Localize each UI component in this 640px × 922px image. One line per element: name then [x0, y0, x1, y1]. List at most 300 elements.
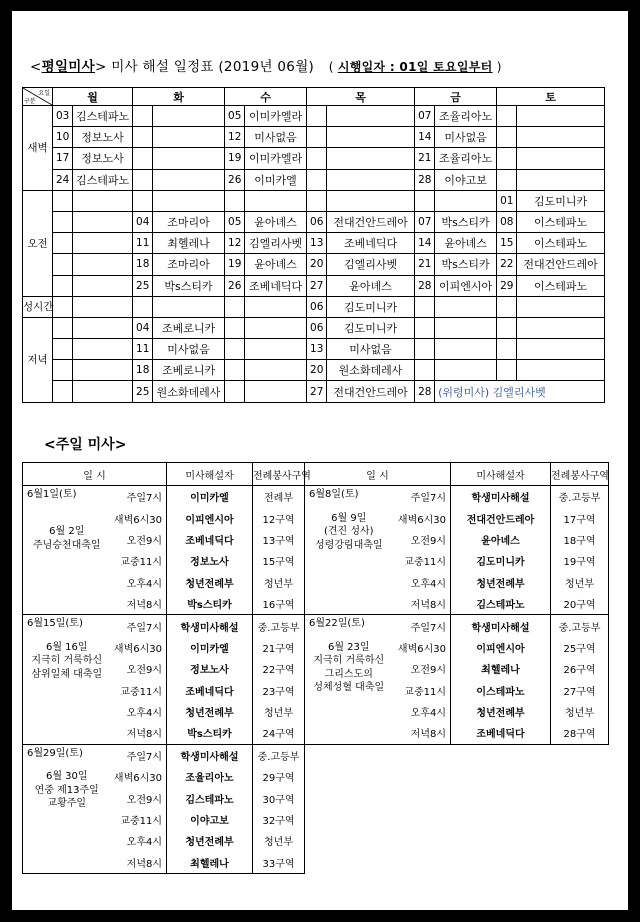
sunday-header-row — [23, 463, 609, 486]
commentator-name: 조베네딕다 — [245, 275, 307, 296]
commentator-name: 김도미니카 — [327, 317, 415, 338]
service-district: 12구역 — [253, 507, 305, 528]
commentator-name — [517, 360, 605, 381]
mass-time: 주일7시 — [109, 744, 167, 766]
commentator-name — [327, 127, 415, 148]
date-number: 05 — [225, 106, 245, 127]
commentator-name: 이피엔시아 — [435, 275, 497, 296]
date-number — [415, 339, 435, 360]
commentator-name: 전대건안드레아 — [517, 254, 605, 275]
date-number — [307, 148, 327, 169]
commentator-name: 최헬레나 — [451, 658, 551, 679]
mass-time: 오후4시 — [109, 572, 167, 593]
mass-time: 교중11시 — [391, 550, 451, 571]
service-district: 19구역 — [551, 550, 609, 571]
commentator-name — [73, 296, 133, 317]
date-number: 07 — [415, 106, 435, 127]
date-number: 03 — [53, 106, 73, 127]
commentator-name — [153, 127, 225, 148]
commentator-name — [327, 106, 415, 127]
mass-time: 오전9시 — [109, 787, 167, 808]
mass-date-block — [23, 615, 109, 744]
service-district: 중.고등부 — [253, 615, 305, 637]
commentator-name: 이스테파노 — [517, 233, 605, 254]
mass-time: 주일7시 — [109, 486, 167, 508]
date-number — [497, 148, 517, 169]
service-district: 17구역 — [551, 507, 609, 528]
mass-time: 교중11시 — [109, 680, 167, 701]
effective-date-notice — [329, 60, 502, 74]
commentator-name: 조마리아 — [153, 254, 225, 275]
notice-open: ( — [328, 60, 338, 74]
mass-date-block — [305, 486, 391, 615]
commentator-name — [73, 317, 133, 338]
sunday-column-header: 미사해설자 — [167, 463, 253, 486]
commentator-name — [73, 254, 133, 275]
commentator-name: 전대건안드레아 — [451, 507, 551, 528]
mass-time: 새벽6시30 — [391, 637, 451, 658]
mass-time: 저녁8시 — [109, 593, 167, 615]
date-line: 6월22일(토) — [309, 618, 365, 630]
sunday-column-header: 미사해설자 — [451, 463, 551, 486]
commentator-name: 김스테파노 — [167, 787, 253, 808]
day-header: 목 — [307, 88, 415, 106]
date-number: 12 — [225, 127, 245, 148]
date-number — [225, 296, 245, 317]
section-label: 저녁 — [23, 317, 53, 402]
commentator-name: 학생미사해설 — [451, 615, 551, 637]
commentator-name: 원소화데레사 — [327, 360, 415, 381]
mass-date-block — [23, 486, 109, 615]
commentator-name: 박s스티카 — [435, 254, 497, 275]
title-rest: > 미사 해설 일정표 (2019년 06월) — [95, 59, 315, 75]
service-district: 16구역 — [253, 593, 305, 615]
date-number: 18 — [133, 360, 153, 381]
mass-time: 저녁8시 — [391, 593, 451, 615]
page-title — [30, 55, 502, 75]
mass-time: 교중11시 — [109, 550, 167, 571]
section-label: 새벽 — [23, 106, 53, 191]
date-number: 27 — [307, 275, 327, 296]
commentator-name — [73, 233, 133, 254]
mass-time: 새벽6시30 — [109, 637, 167, 658]
date-number: 06 — [307, 296, 327, 317]
mass-time: 주일7시 — [391, 615, 451, 637]
date-line: 6월8일(토) — [309, 489, 359, 500]
service-district: 26구역 — [551, 658, 609, 679]
date-number: 19 — [225, 254, 245, 275]
commentator-name — [517, 169, 605, 190]
date-number — [53, 360, 73, 381]
date-number — [497, 106, 517, 127]
weekday-row — [23, 190, 605, 211]
date-number: 15 — [497, 233, 517, 254]
commentator-name — [73, 381, 133, 402]
date-number: 12 — [225, 233, 245, 254]
date-line: 지극히 거룩하신 — [313, 655, 385, 667]
service-district: 중.고등부 — [551, 486, 609, 508]
weekday-row — [23, 148, 605, 169]
commentator-name — [153, 106, 225, 127]
service-district: 23구역 — [253, 680, 305, 701]
commentator-name — [435, 360, 497, 381]
date-number: 14 — [415, 127, 435, 148]
date-line: 성체성혈 대축일 — [313, 682, 385, 694]
commentator-name — [73, 211, 133, 232]
section-label: 성시간 — [23, 296, 53, 317]
service-district: 25구역 — [551, 637, 609, 658]
date-number: 05 — [225, 211, 245, 232]
date-number — [307, 190, 327, 211]
commentator-name — [73, 339, 133, 360]
commentator-name — [245, 190, 307, 211]
commentator-name: 청년전례부 — [167, 701, 253, 722]
date-number — [53, 317, 73, 338]
date-number — [225, 360, 245, 381]
mass-time: 저녁8시 — [109, 722, 167, 744]
commentator-name — [517, 317, 605, 338]
date-number: 24 — [53, 169, 73, 190]
commentator-name: 정보노사 — [167, 658, 253, 679]
commentator-name: 김스테파노 — [451, 593, 551, 615]
day-header: 수 — [225, 88, 307, 106]
commentator-name: 조율리아노 — [435, 106, 497, 127]
service-district: 20구역 — [551, 593, 609, 615]
date-number — [53, 339, 73, 360]
service-district: 청년부 — [551, 572, 609, 593]
commentator-name — [73, 275, 133, 296]
date-number: 17 — [53, 148, 73, 169]
date-number: 04 — [133, 211, 153, 232]
date-number: 25 — [133, 381, 153, 402]
mass-time: 교중11시 — [391, 680, 451, 701]
commentator-name: 학생미사해설 — [167, 615, 253, 637]
day-header: 월 — [53, 88, 133, 106]
day-header: 화 — [133, 88, 225, 106]
date-number: 07 — [415, 211, 435, 232]
date-line: (견진 성사) — [323, 526, 374, 537]
service-district: 32구역 — [253, 809, 305, 830]
service-district: 24구역 — [253, 722, 305, 744]
day-header: 금 — [415, 88, 497, 106]
mass-time: 새벽6시30 — [109, 507, 167, 528]
commentator-name: 박s스티카 — [153, 275, 225, 296]
commentator-name: 이피엔시아 — [167, 507, 253, 528]
service-district: 15구역 — [253, 550, 305, 571]
date-number: 04 — [133, 317, 153, 338]
day-header: 토 — [497, 88, 605, 106]
date-number — [133, 127, 153, 148]
commentator-name: 미사없음 — [327, 339, 415, 360]
sunday-row — [23, 486, 609, 508]
commentator-name: 조베네딕다 — [327, 233, 415, 254]
date-number: 21 — [415, 254, 435, 275]
commentator-name: 윤아녜스 — [245, 211, 307, 232]
date-line: 6월1일(토) — [27, 489, 77, 500]
date-number: 06 — [307, 317, 327, 338]
date-number — [415, 317, 435, 338]
date-number: 28 — [415, 169, 435, 190]
commentator-name: 청년전례부 — [451, 701, 551, 722]
commentator-name: 조베네딕다 — [451, 722, 551, 744]
title-emphasis: 평일미사 — [41, 59, 95, 75]
date-number: 21 — [415, 148, 435, 169]
date-number — [225, 381, 245, 402]
weekday-header-row — [23, 88, 605, 106]
commentator-name: 이스테파노 — [517, 275, 605, 296]
commentator-name: 윤아녜스 — [451, 529, 551, 550]
date-number — [225, 190, 245, 211]
weekday-row — [23, 339, 605, 360]
date-number — [133, 148, 153, 169]
date-number — [225, 317, 245, 338]
mass-time: 주일7시 — [109, 615, 167, 637]
weekday-row — [23, 317, 605, 338]
commentator-name: 미사없음 — [153, 339, 225, 360]
date-number: 20 — [307, 254, 327, 275]
commentator-name: 청년전례부 — [167, 572, 253, 593]
commentator-name — [73, 190, 133, 211]
commentator-name — [435, 296, 497, 317]
date-line: 삼위일체 대축일 — [31, 668, 103, 680]
corner-cell — [23, 88, 53, 106]
commentator-name: 박s스티카 — [167, 722, 253, 744]
commentator-name: 김스테파노 — [73, 106, 133, 127]
service-district: 청년부 — [253, 701, 305, 722]
mass-date-block — [23, 744, 109, 873]
sunday-column-header: 전례봉사구역 — [253, 463, 305, 486]
service-district: 18구역 — [551, 529, 609, 550]
service-district: 중.고등부 — [253, 744, 305, 766]
date-number: 25 — [133, 275, 153, 296]
commentator-name: 김엘리사벳 — [327, 254, 415, 275]
date-number: 11 — [133, 233, 153, 254]
date-line: 6월 9일 — [331, 512, 367, 524]
sunday-row — [23, 744, 609, 766]
mass-time: 새벽6시30 — [109, 766, 167, 787]
sunday-column-header: 일 시 — [23, 463, 167, 486]
service-district: 33구역 — [253, 852, 305, 874]
commentator-name: 정보노사 — [73, 148, 133, 169]
sunday-schedule-table — [22, 462, 609, 874]
service-district: 29구역 — [253, 766, 305, 787]
service-district: 청년부 — [551, 701, 609, 722]
date-line: 6월 16일 — [45, 641, 88, 653]
service-district: 21구역 — [253, 637, 305, 658]
commentator-name: 미사없음 — [435, 127, 497, 148]
commentator-name — [153, 148, 225, 169]
date-line — [27, 512, 107, 526]
commentator-name: 조마리아 — [153, 211, 225, 232]
date-number — [225, 339, 245, 360]
commentator-name: 윤아녜스 — [435, 233, 497, 254]
commentator-name: 조베네딕다 — [167, 680, 253, 701]
mass-time: 저녁8시 — [109, 852, 167, 874]
sunday-column-header: 일 시 — [305, 463, 451, 486]
date-number — [497, 339, 517, 360]
weekday-row — [23, 254, 605, 275]
mass-time: 새벽6시30 — [391, 507, 451, 528]
commentator-name: 원소화데레사 — [153, 381, 225, 402]
service-district: 13구역 — [253, 529, 305, 550]
corner-day-label: 요일 — [38, 90, 50, 97]
date-number: 11 — [133, 339, 153, 360]
empty-block — [305, 744, 609, 873]
service-district: 전례부 — [253, 486, 305, 508]
weekday-row — [23, 127, 605, 148]
commentator-name — [327, 190, 415, 211]
commentator-name — [153, 296, 225, 317]
commentator-name — [245, 360, 307, 381]
commentator-name: 이스테파노 — [517, 211, 605, 232]
date-number — [415, 360, 435, 381]
commentator-name: 정보노사 — [167, 550, 253, 571]
commentator-name: 미사없음 — [245, 127, 307, 148]
date-line: 6월 30일 — [45, 771, 88, 783]
commentator-name — [73, 360, 133, 381]
commentator-name — [517, 148, 605, 169]
date-number — [497, 296, 517, 317]
commentator-name — [245, 317, 307, 338]
date-number — [53, 254, 73, 275]
section-label: 오전 — [23, 190, 53, 296]
date-number — [497, 169, 517, 190]
date-number — [133, 190, 153, 211]
date-number: 14 — [415, 233, 435, 254]
weekday-row — [23, 233, 605, 254]
date-line: 그리스도의 — [324, 668, 373, 680]
commentator-name — [435, 339, 497, 360]
date-number: 10 — [53, 127, 73, 148]
commentator-name — [245, 296, 307, 317]
date-line: 교황주일 — [47, 798, 87, 810]
mass-time: 오전9시 — [109, 529, 167, 550]
commentator-name — [517, 106, 605, 127]
mass-time: 오후4시 — [391, 701, 451, 722]
date-number — [415, 296, 435, 317]
commentator-name: 이피엔시아 — [451, 637, 551, 658]
commentator-name: 이미카엘 — [167, 486, 253, 508]
commentator-name: 윤아녜스 — [245, 254, 307, 275]
commentator-name — [153, 190, 225, 211]
commentator-name: 학생미사해설 — [167, 744, 253, 766]
mass-time: 오후4시 — [109, 701, 167, 722]
date-number — [133, 169, 153, 190]
date-number — [53, 211, 73, 232]
title-prefix: < — [30, 59, 42, 75]
commentator-name — [517, 339, 605, 360]
sunday-mass-title: <주일 미사> — [44, 437, 127, 453]
commentator-name: 김도미니카 — [451, 550, 551, 571]
commentator-name: 이미카엘라 — [245, 148, 307, 169]
service-district: 청년부 — [253, 830, 305, 851]
date-number — [497, 360, 517, 381]
commentator-name — [245, 339, 307, 360]
date-number — [53, 190, 73, 211]
date-number — [497, 317, 517, 338]
date-number: 29 — [497, 275, 517, 296]
date-number: 19 — [225, 148, 245, 169]
sunday-row — [23, 615, 609, 637]
commentator-name — [245, 381, 307, 402]
commentator-name: 김스테파노 — [73, 169, 133, 190]
mass-time: 오전9시 — [391, 658, 451, 679]
mass-time: 교중11시 — [109, 809, 167, 830]
date-line: 성령강림대축일 — [314, 539, 383, 551]
date-number: 13 — [307, 233, 327, 254]
weekday-row — [23, 169, 605, 190]
service-district: 중.고등부 — [551, 615, 609, 637]
weekday-row — [23, 296, 605, 317]
commentator-name: 조율리아노 — [167, 766, 253, 787]
commentator-name: 조베로니카 — [153, 317, 225, 338]
commentator-name: 윤아녜스 — [327, 275, 415, 296]
commentator-name: 이미카엘 — [245, 169, 307, 190]
date-number — [307, 127, 327, 148]
commentator-name: 이스테파노 — [451, 680, 551, 701]
date-number — [53, 275, 73, 296]
commentator-name — [435, 317, 497, 338]
service-district: 28구역 — [551, 722, 609, 744]
date-line: 6월 2일 — [49, 526, 85, 537]
date-number: 27 — [307, 381, 327, 402]
mass-time: 오후4시 — [391, 572, 451, 593]
date-number: 28 — [415, 275, 435, 296]
mass-time: 오전9시 — [391, 529, 451, 550]
weekday-row — [23, 275, 605, 296]
service-district: 30구역 — [253, 787, 305, 808]
date-number: 26 — [225, 169, 245, 190]
date-number — [53, 296, 73, 317]
commentator-name: 청년전례부 — [451, 572, 551, 593]
weekday-row — [23, 360, 605, 381]
date-number — [415, 190, 435, 211]
notice-text: 시행일자 : 01일 토요일부터 — [337, 60, 493, 74]
commentator-name — [327, 148, 415, 169]
commentator-name: 조베로니카 — [153, 360, 225, 381]
date-number: 06 — [307, 211, 327, 232]
commentator-name: 정보노사 — [73, 127, 133, 148]
date-number: 01 — [497, 190, 517, 211]
commentator-name: 박s스티카 — [435, 211, 497, 232]
corner-type-label: 구분 — [24, 98, 36, 105]
date-number — [53, 381, 73, 402]
date-number: 08 — [497, 211, 517, 232]
weekday-schedule-table — [22, 87, 605, 403]
commentator-name: 김도미니카 — [327, 296, 415, 317]
mass-time: 오후4시 — [109, 830, 167, 851]
commentator-name: 학생미사해설 — [451, 486, 551, 508]
service-district: 27구역 — [551, 680, 609, 701]
commentator-name: 조율리아노 — [435, 148, 497, 169]
commentator-name — [517, 296, 605, 317]
date-number: 18 — [133, 254, 153, 275]
commentator-name: 이야고보 — [167, 809, 253, 830]
commentator-name: 이미카엘라 — [245, 106, 307, 127]
commentator-name: 이미카엘 — [167, 637, 253, 658]
date-number — [133, 296, 153, 317]
commentator-name: 최헬레나 — [153, 233, 225, 254]
commentator-name: 김엘리사벳 — [245, 233, 307, 254]
commentator-name: (위령미사) 김엘리사벳 — [435, 381, 605, 402]
date-number: 26 — [225, 275, 245, 296]
weekday-row — [23, 381, 605, 402]
date-line: 6월15일(토) — [27, 618, 83, 630]
date-number — [53, 233, 73, 254]
commentator-name — [517, 127, 605, 148]
mass-time: 오전9시 — [109, 658, 167, 679]
notice-close: ) — [492, 60, 502, 74]
